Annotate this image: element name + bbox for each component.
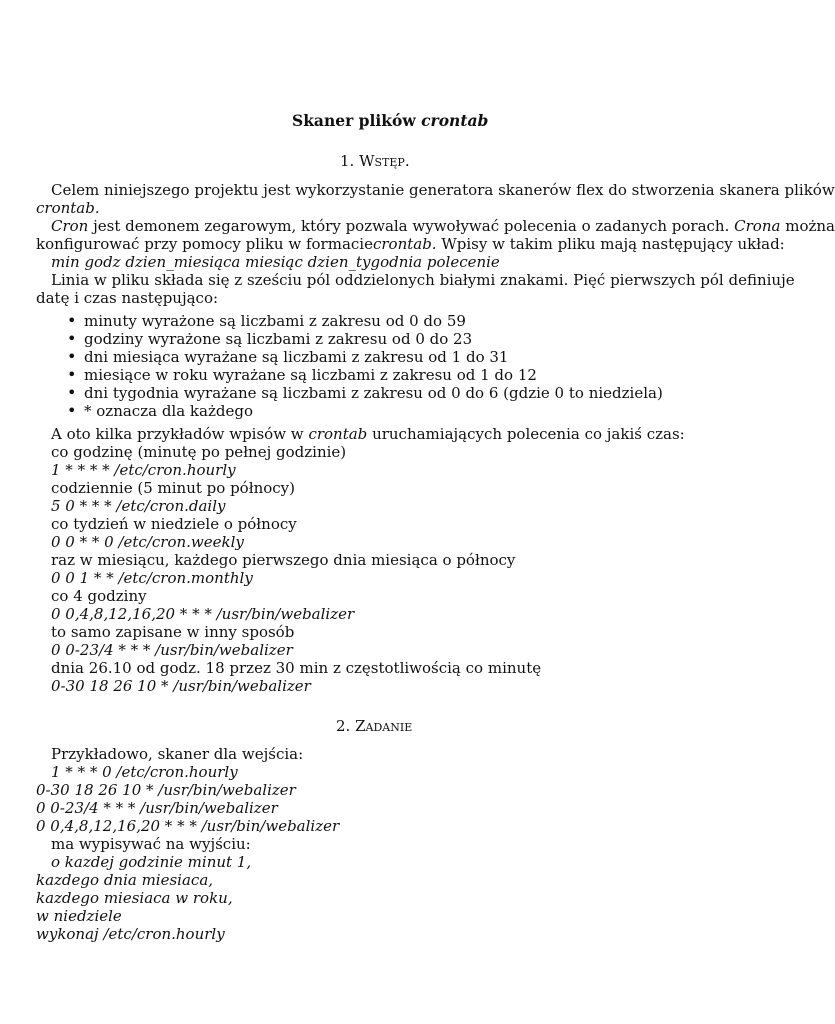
example-entry: 5 0 * * * /etc/cron.daily xyxy=(51,497,226,515)
example-entry: 0 0,4,8,12,16,20 * * * /usr/bin/webalizer xyxy=(51,605,355,623)
example-desc: codziennie (5 minut po północy) xyxy=(51,479,295,497)
task-output-line: kazdego dnia miesiaca, xyxy=(36,871,214,889)
section-2-heading xyxy=(336,717,412,735)
intro-p2-line2 xyxy=(36,235,785,253)
example-desc: raz w miesiącu, każdego pierwszego dnia miesiąca o północy xyxy=(51,551,516,569)
section-2-number: 2. xyxy=(336,717,351,735)
examples-intro xyxy=(51,425,685,443)
cron-description: jest demonem zegarowym, który pozwala wywoływać polecenia o zadanych porach. xyxy=(93,217,730,235)
task-input-line: 0 0-23/4 * * * /usr/bin/webalizer xyxy=(36,799,278,817)
examples-intro-c: uruchamiających polecenia co jakiś czas: xyxy=(372,425,685,443)
task-input-line: 0 0,4,8,12,16,20 * * * /usr/bin/webalizer xyxy=(36,817,340,835)
title-text: Skaner plików xyxy=(292,111,422,130)
crontab-term: crontab. xyxy=(372,235,437,253)
section-1-title: Wstęp. xyxy=(359,152,410,170)
format-line: min godz dzien_miesiąca miesiąc dzien_tygodnia polecenie xyxy=(51,253,500,271)
list-item: • miesiące w roku wyrażane są liczbami z zakresu od 1 do 12 xyxy=(84,366,537,384)
task-output-line: wykonaj /etc/cron.hourly xyxy=(36,925,225,943)
task-output-intro: ma wypisywać na wyjściu: xyxy=(51,835,251,853)
example-desc: dnia 26.10 od godz. 18 przez 30 min z częstotliwością co minutę xyxy=(51,659,542,677)
intro-p3-line1: Linia w pliku składa się z sześciu pól oddzielonych białymi znakami. Pięć pierwszych pól definiuje xyxy=(51,271,795,289)
intro-p1-line2: crontab. xyxy=(36,199,100,217)
example-entry: 0-30 18 26 10 * /usr/bin/webalizer xyxy=(51,677,311,695)
crona-term: Crona xyxy=(734,217,781,235)
example-entry: 0 0-23/4 * * * /usr/bin/webalizer xyxy=(51,641,293,659)
task-input-intro: Przykładowo, skaner dla wejścia: xyxy=(51,745,304,763)
intro-p3-line2: datę i czas następująco: xyxy=(36,289,219,307)
cron-term: Cron xyxy=(51,217,89,235)
list-item: • dni miesiąca wyrażane są liczbami z zakresu od 1 do 31 xyxy=(84,348,508,366)
section-1-heading xyxy=(340,152,410,170)
task-output-line: w niedziele xyxy=(36,907,122,925)
section-2-title: Zadanie xyxy=(355,717,413,735)
entries-text: Wpisy w takim pliku mają następujący układ: xyxy=(441,235,785,253)
examples-intro-a: A oto kilka przykładów wpisów w xyxy=(51,425,304,443)
examples-intro-crontab: crontab xyxy=(308,425,368,443)
mozna-text: można xyxy=(785,217,835,235)
example-desc: co godzinę (minutę po pełnej godzinie) xyxy=(51,443,347,461)
intro-p1-line1: Celem niniejszego projektu jest wykorzystanie generatora skanerów flex do stworzenia skanera plików xyxy=(51,181,835,199)
intro-p2-line1 xyxy=(51,217,835,235)
example-entry: 1 * * * * /etc/cron.hourly xyxy=(51,461,236,479)
example-entry: 0 0 1 * * /etc/cron.monthly xyxy=(51,569,253,587)
config-text: konfigurować przy pomocy pliku w formacie xyxy=(36,235,373,253)
example-desc: co 4 godziny xyxy=(51,587,147,605)
task-output-line: o kazdej godzinie minut 1, xyxy=(51,853,252,871)
task-input-line: 1 * * * 0 /etc/cron.hourly xyxy=(51,763,238,781)
example-entry: 0 0 * * 0 /etc/cron.weekly xyxy=(51,533,244,551)
document-title xyxy=(292,112,488,130)
list-item: • minuty wyrażone są liczbami z zakresu od 0 do 59 xyxy=(84,312,466,330)
example-desc: to samo zapisane w inny sposób xyxy=(51,623,295,641)
list-item: • * oznacza dla każdego xyxy=(84,402,253,420)
example-desc: co tydzień w niedziele o północy xyxy=(51,515,297,533)
list-item: • godziny wyrażone są liczbami z zakresu od 0 do 23 xyxy=(84,330,472,348)
section-1-number: 1. xyxy=(340,152,355,170)
task-output-line: kazdego miesiaca w roku, xyxy=(36,889,233,907)
list-item: • dni tygodnia wyrażane są liczbami z zakresu od 0 do 6 (gdzie 0 to niedziela) xyxy=(84,384,663,402)
title-italic: crontab xyxy=(421,111,489,130)
task-input-line: 0-30 18 26 10 * /usr/bin/webalizer xyxy=(36,781,296,799)
